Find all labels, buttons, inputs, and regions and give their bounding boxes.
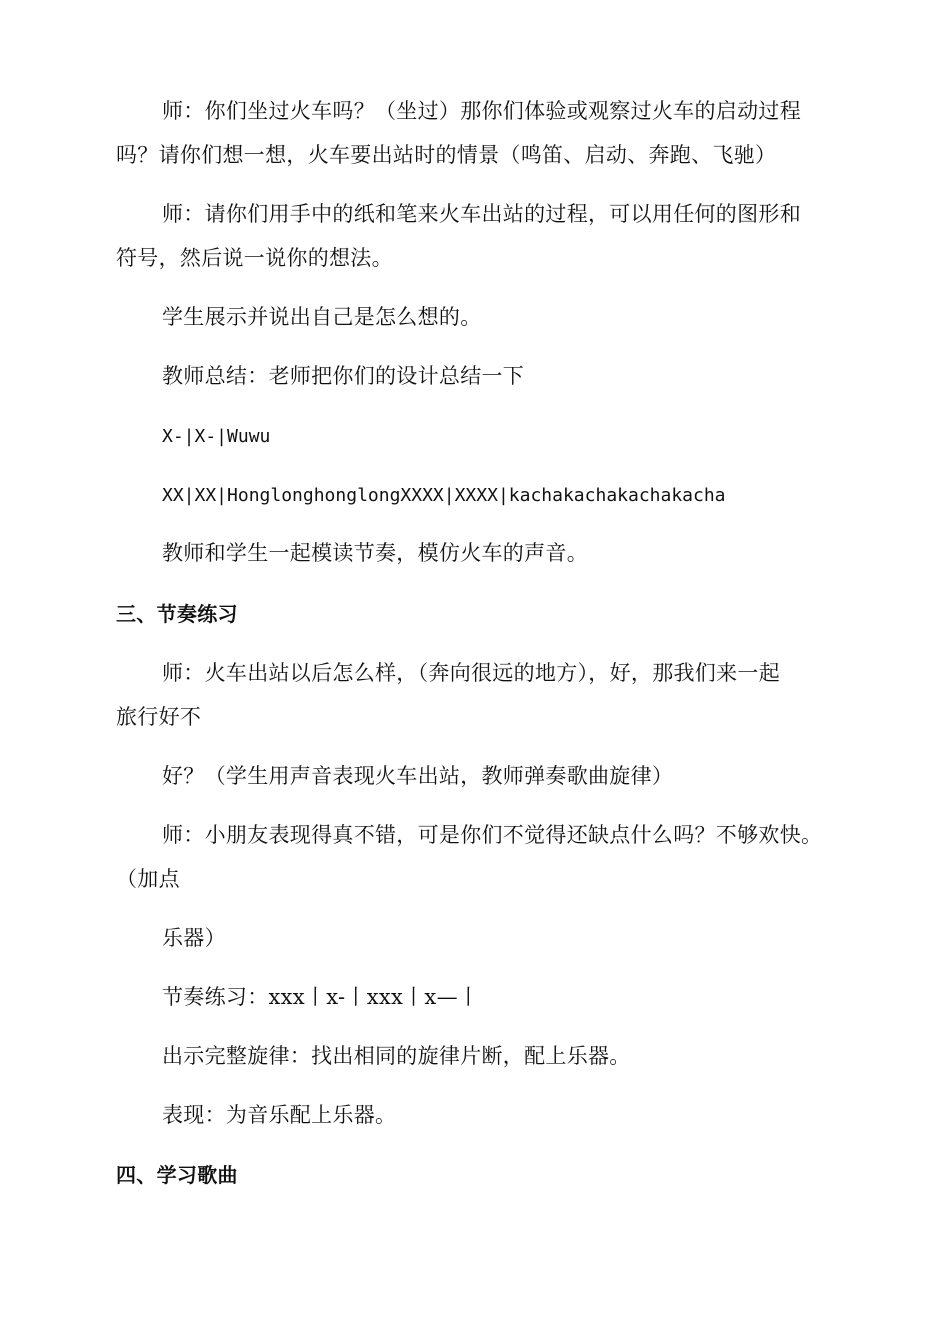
paragraph-teacher-summary: 教师总结：老师把你们的设计总结一下 bbox=[162, 364, 525, 388]
paragraph-add-instruments-line1: 师：小朋友表现得真不错，可是你们不觉得还缺点什么吗？不够欢快。 bbox=[162, 823, 823, 847]
paragraph-instruments: 乐器） bbox=[162, 926, 226, 950]
rhythm-pattern-1: X-|X-|Wuwu bbox=[162, 426, 271, 447]
paragraph-add-instruments-line2: （加点 bbox=[116, 867, 180, 891]
paragraph-draw-process-line2: 符号，然后说一说你的想法。 bbox=[116, 246, 393, 270]
section-heading-learn-song: 四、学习歌曲 bbox=[116, 1163, 238, 1187]
section-heading-rhythm-practice: 三、节奏练习 bbox=[116, 602, 238, 626]
paragraph-train-travel-line2: 旅行好不 bbox=[116, 705, 202, 729]
paragraph-students-show: 学生展示并说出自己是怎么想的。 bbox=[162, 305, 482, 329]
paragraph-rhythm-exercise: 节奏练习：xxx丨x-丨xxx丨x—丨 bbox=[162, 985, 480, 1009]
paragraph-teacher-question-line1: 师：你们坐过火车吗？（坐过）那你们体验或观察过火车的启动过程 bbox=[162, 99, 801, 123]
paragraph-train-travel-line1: 师：火车出站以后怎么样，（奔向很远的地方），好，那我们来一起 bbox=[162, 661, 780, 685]
paragraph-perform: 表现：为音乐配上乐器。 bbox=[162, 1103, 397, 1127]
paragraph-teacher-question-line2: 吗？请你们想一想，火车要出站时的情景（鸣笛、启动、奔跑、飞驰） bbox=[116, 143, 777, 167]
paragraph-students-perform: 好？（学生用声音表现火车出站，教师弹奏歌曲旋律） bbox=[162, 764, 674, 788]
paragraph-show-melody: 出示完整旋律：找出相同的旋律片断，配上乐器。 bbox=[162, 1044, 631, 1068]
paragraph-imitate-sound: 教师和学生一起模读节奏，模仿火车的声音。 bbox=[162, 541, 588, 565]
paragraph-draw-process-line1: 师：请你们用手中的纸和笔来火车出站的过程，可以用任何的图形和 bbox=[162, 202, 801, 226]
rhythm-pattern-2: XX|XX|HonglonghonglongXXXX|XXXX|kachakachakachakacha bbox=[162, 485, 726, 506]
